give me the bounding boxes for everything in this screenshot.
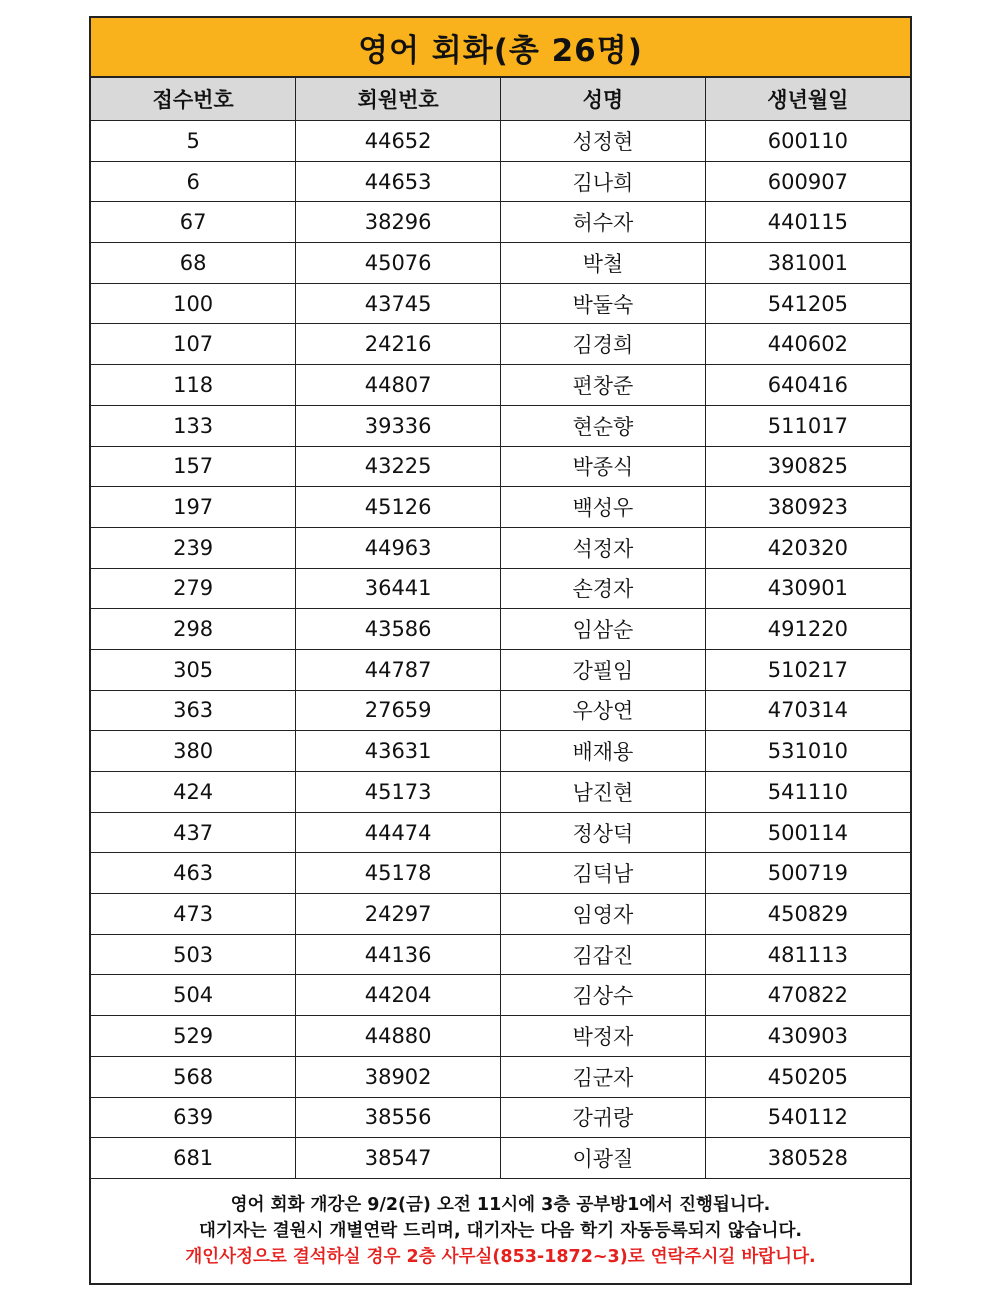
table-row <box>91 772 910 813</box>
header-member-no: 회원번호 <box>296 78 501 121</box>
table-row <box>91 1097 910 1138</box>
cell-member-no: 44880 <box>296 1016 501 1057</box>
cell-name: 성정현 <box>501 121 706 162</box>
cell-birthdate: 510217 <box>705 649 910 690</box>
cell-name: 임영자 <box>501 894 706 935</box>
cell-receipt-no: 67 <box>91 202 296 243</box>
notice <box>91 1179 910 1283</box>
cell-member-no: 43631 <box>296 731 501 772</box>
cell-name: 이광질 <box>501 1138 706 1179</box>
cell-name: 박철 <box>501 243 706 284</box>
table-row <box>91 487 910 528</box>
cell-receipt-no: 473 <box>91 894 296 935</box>
cell-member-no: 45126 <box>296 487 501 528</box>
cell-name: 손경자 <box>501 568 706 609</box>
cell-receipt-no: 503 <box>91 934 296 975</box>
notice-line-schedule: 영어 회화 개강은 9/2(금) 오전 11시에 3층 공부방1에서 진행됩니다. <box>230 1195 771 1215</box>
cell-birthdate: 640416 <box>705 365 910 406</box>
cell-birthdate: 540112 <box>705 1097 910 1138</box>
cell-member-no: 44807 <box>296 365 501 406</box>
cell-name: 백성우 <box>501 487 706 528</box>
cell-receipt-no: 298 <box>91 609 296 650</box>
cell-birthdate: 541205 <box>705 283 910 324</box>
table-row <box>91 609 910 650</box>
cell-birthdate: 511017 <box>705 405 910 446</box>
table-row <box>91 1138 910 1179</box>
cell-member-no: 43586 <box>296 609 501 650</box>
notice-line-contact: 개인사정으로 결석하실 경우 2층 사무실(853-1872~3)로 연락주시길 바랍니다. <box>185 1247 816 1267</box>
table-row <box>91 975 910 1016</box>
cell-birthdate: 541110 <box>705 772 910 813</box>
table-body <box>91 121 910 1179</box>
cell-birthdate: 470314 <box>705 690 910 731</box>
cell-member-no: 44963 <box>296 527 501 568</box>
table-row <box>91 568 910 609</box>
cell-birthdate: 531010 <box>705 731 910 772</box>
cell-name: 편창준 <box>501 365 706 406</box>
table-row <box>91 934 910 975</box>
member-table <box>91 78 910 1179</box>
cell-birthdate: 381001 <box>705 243 910 284</box>
cell-receipt-no: 568 <box>91 1056 296 1097</box>
cell-member-no: 38296 <box>296 202 501 243</box>
cell-birthdate: 500719 <box>705 853 910 894</box>
cell-member-no: 44653 <box>296 161 501 202</box>
cell-birthdate: 440115 <box>705 202 910 243</box>
cell-name: 박정자 <box>501 1016 706 1057</box>
cell-birthdate: 470822 <box>705 975 910 1016</box>
cell-name: 김군자 <box>501 1056 706 1097</box>
cell-name: 정상덕 <box>501 812 706 853</box>
cell-birthdate: 380923 <box>705 487 910 528</box>
table-row <box>91 812 910 853</box>
cell-receipt-no: 437 <box>91 812 296 853</box>
cell-member-no: 36441 <box>296 568 501 609</box>
cell-name: 현순향 <box>501 405 706 446</box>
cell-receipt-no: 681 <box>91 1138 296 1179</box>
cell-receipt-no: 6 <box>91 161 296 202</box>
cell-member-no: 24216 <box>296 324 501 365</box>
cell-name: 강필임 <box>501 649 706 690</box>
cell-member-no: 45076 <box>296 243 501 284</box>
cell-name: 박둘숙 <box>501 283 706 324</box>
table-row <box>91 405 910 446</box>
cell-member-no: 24297 <box>296 894 501 935</box>
cell-birthdate: 450829 <box>705 894 910 935</box>
cell-name: 강귀랑 <box>501 1097 706 1138</box>
header-row <box>91 78 910 121</box>
cell-member-no: 44204 <box>296 975 501 1016</box>
cell-member-no: 27659 <box>296 690 501 731</box>
cell-birthdate: 430903 <box>705 1016 910 1057</box>
cell-name: 허수자 <box>501 202 706 243</box>
cell-receipt-no: 118 <box>91 365 296 406</box>
cell-birthdate: 500114 <box>705 812 910 853</box>
table-row <box>91 690 910 731</box>
cell-name: 김상수 <box>501 975 706 1016</box>
cell-member-no: 44474 <box>296 812 501 853</box>
cell-birthdate: 600907 <box>705 161 910 202</box>
cell-receipt-no: 197 <box>91 487 296 528</box>
cell-birthdate: 430901 <box>705 568 910 609</box>
registration-sheet <box>89 16 912 1285</box>
header-name: 성명 <box>501 78 706 121</box>
cell-receipt-no: 529 <box>91 1016 296 1057</box>
cell-name: 박종식 <box>501 446 706 487</box>
cell-receipt-no: 504 <box>91 975 296 1016</box>
cell-member-no: 44136 <box>296 934 501 975</box>
cell-name: 남진현 <box>501 772 706 813</box>
cell-receipt-no: 107 <box>91 324 296 365</box>
cell-name: 임삼순 <box>501 609 706 650</box>
table-row <box>91 324 910 365</box>
cell-birthdate: 491220 <box>705 609 910 650</box>
table-row <box>91 1016 910 1057</box>
cell-member-no: 44652 <box>296 121 501 162</box>
cell-member-no: 38902 <box>296 1056 501 1097</box>
table-row <box>91 121 910 162</box>
cell-name: 김경희 <box>501 324 706 365</box>
cell-birthdate: 440602 <box>705 324 910 365</box>
cell-name: 김덕남 <box>501 853 706 894</box>
cell-receipt-no: 5 <box>91 121 296 162</box>
cell-receipt-no: 239 <box>91 527 296 568</box>
table-row <box>91 649 910 690</box>
cell-receipt-no: 68 <box>91 243 296 284</box>
cell-member-no: 38556 <box>296 1097 501 1138</box>
cell-receipt-no: 424 <box>91 772 296 813</box>
table-row <box>91 365 910 406</box>
cell-birthdate: 420320 <box>705 527 910 568</box>
cell-receipt-no: 133 <box>91 405 296 446</box>
header-birthdate: 생년월일 <box>705 78 910 121</box>
cell-name: 우상연 <box>501 690 706 731</box>
cell-name: 배재용 <box>501 731 706 772</box>
notice-line-waitlist: 대기자는 결원시 개별연락 드리며, 대기자는 다음 학기 자동등록되지 않습니다. <box>199 1221 802 1241</box>
table-row <box>91 161 910 202</box>
cell-name: 김나희 <box>501 161 706 202</box>
table-row <box>91 202 910 243</box>
cell-member-no: 38547 <box>296 1138 501 1179</box>
cell-birthdate: 600110 <box>705 121 910 162</box>
table-row <box>91 853 910 894</box>
cell-member-no: 44787 <box>296 649 501 690</box>
cell-member-no: 45173 <box>296 772 501 813</box>
cell-birthdate: 450205 <box>705 1056 910 1097</box>
cell-receipt-no: 305 <box>91 649 296 690</box>
cell-birthdate: 380528 <box>705 1138 910 1179</box>
page-title: 영어 회화(총 26명) <box>91 18 910 78</box>
cell-birthdate: 390825 <box>705 446 910 487</box>
cell-receipt-no: 463 <box>91 853 296 894</box>
cell-receipt-no: 100 <box>91 283 296 324</box>
header-receipt-no: 접수번호 <box>91 78 296 121</box>
cell-birthdate: 481113 <box>705 934 910 975</box>
cell-member-no: 39336 <box>296 405 501 446</box>
table-row <box>91 731 910 772</box>
cell-name: 석정자 <box>501 527 706 568</box>
cell-member-no: 43225 <box>296 446 501 487</box>
cell-receipt-no: 363 <box>91 690 296 731</box>
table-row <box>91 243 910 284</box>
table-row <box>91 1056 910 1097</box>
cell-member-no: 45178 <box>296 853 501 894</box>
cell-receipt-no: 639 <box>91 1097 296 1138</box>
cell-member-no: 43745 <box>296 283 501 324</box>
table-row <box>91 283 910 324</box>
cell-receipt-no: 380 <box>91 731 296 772</box>
table-row <box>91 446 910 487</box>
cell-receipt-no: 279 <box>91 568 296 609</box>
table-row <box>91 527 910 568</box>
cell-name: 김갑진 <box>501 934 706 975</box>
cell-receipt-no: 157 <box>91 446 296 487</box>
table-row <box>91 894 910 935</box>
